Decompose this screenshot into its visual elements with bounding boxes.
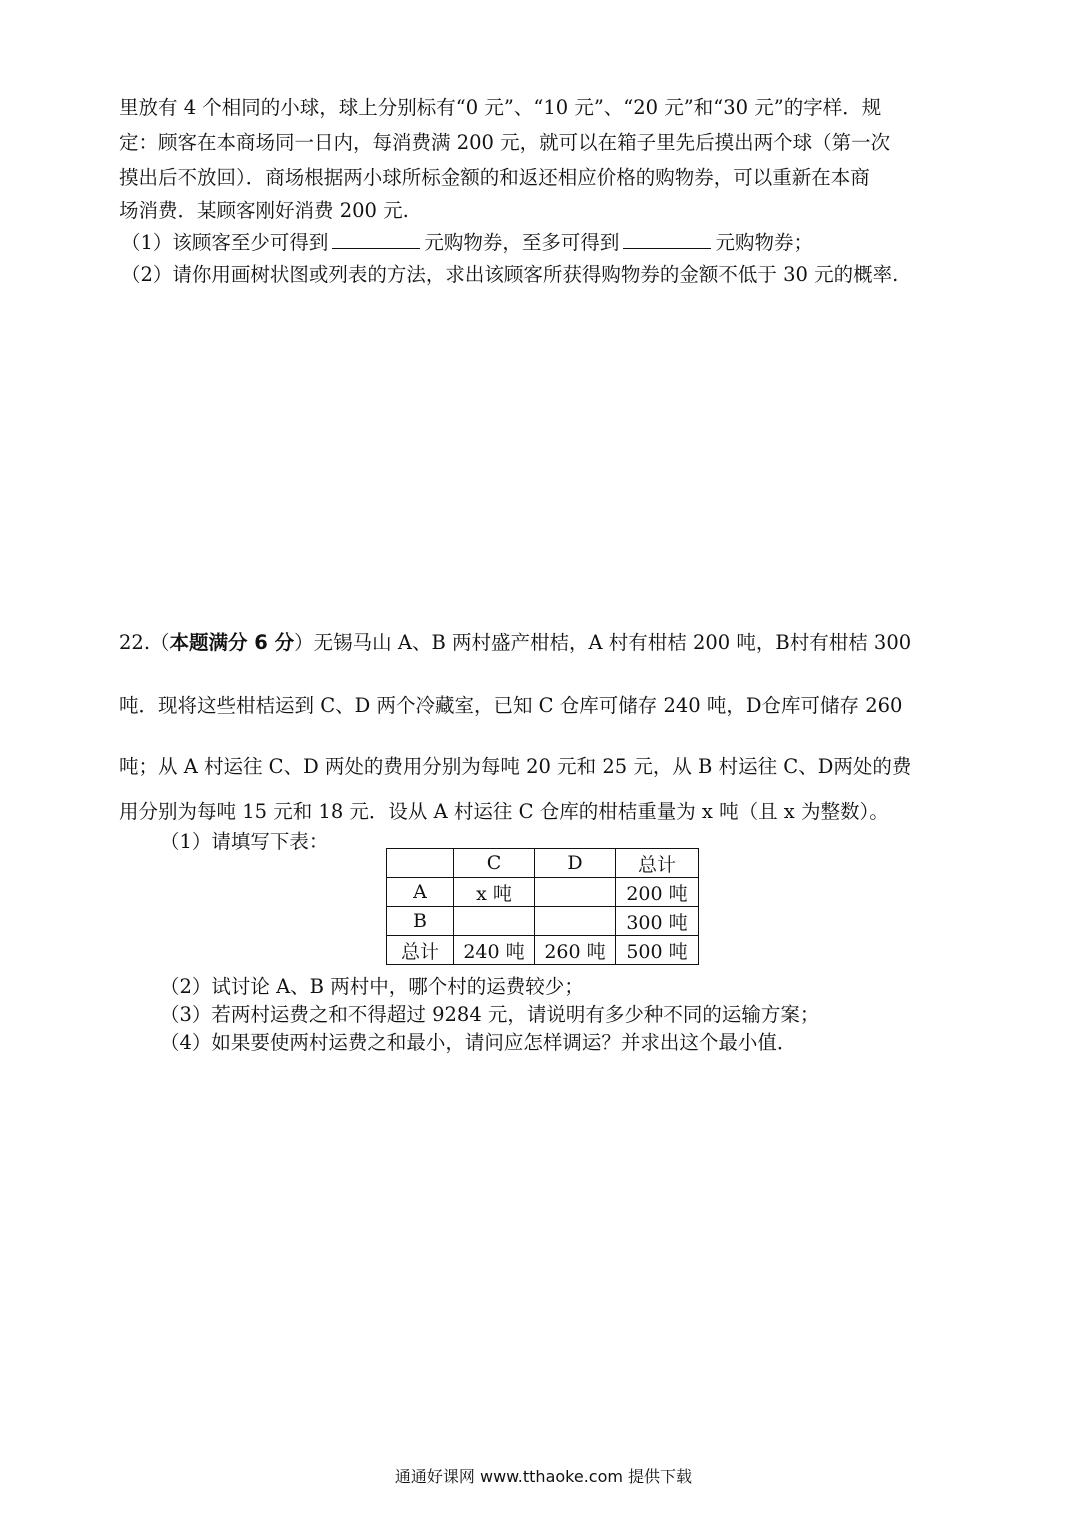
p21-line-4: 场消费．某顾客刚好消费 200 元. <box>119 199 409 222</box>
p21-line-3: 摸出后不放回）．商场根据两小球所标金额的和返还相应价格的购物券，可以重新在本商 <box>119 166 870 189</box>
p22-line-4: 用分别为每吨 15 元和 18 元．设从 A 村运往 C 仓库的柑桔重量为 x 吨（且 x 为整数）。 <box>119 800 889 823</box>
table-cell: 总计 <box>616 849 699 878</box>
p22-line-1-rest: ）无锡马山 A、B 两村盛产柑桔，A 村有柑桔 200 吨，B村有柑桔 300 <box>294 631 912 654</box>
p21-q1-text-a: （1）该顾客至少可得到 <box>121 231 329 254</box>
table-cell: 240 吨 <box>454 936 535 965</box>
table-cell <box>387 849 454 878</box>
p21-question-1 <box>121 227 813 255</box>
p21-question-2: （2）请你用画树状图或列表的方法，求出该顾客所获得购物券的金额不低于 30 元的概率. <box>121 263 899 286</box>
table-cell: C <box>454 849 535 878</box>
transport-table <box>386 848 699 965</box>
p22-question-3: （3）若两村运费之和不得超过 9284 元，请说明有多少种不同的运输方案； <box>160 1003 820 1026</box>
table-cell: 200 吨 <box>616 878 699 907</box>
table-cell: 260 吨 <box>535 936 616 965</box>
p22-question-2: （2）试讨论 A、B 两村中，哪个村的运费较少； <box>160 975 584 998</box>
table-row <box>387 936 699 965</box>
p22-score: 本题满分 6 分 <box>169 631 295 654</box>
p21-q1-text-c: 元购物券； <box>715 231 813 254</box>
p22-question-4: （4）如果要使两村运费之和最小，请问应怎样调运？并求出这个最小值． <box>160 1031 797 1054</box>
p22-line-2: 吨．现将这些柑桔运到 C、D 两个冷藏室，已知 C 仓库可储存 240 吨，D仓库可储存 260 <box>119 694 903 717</box>
p21-line-2: 定：顾客在本商场同一日内，每消费满 200 元，就可以在箱子里先后摸出两个球（第一次 <box>119 131 891 154</box>
p21-q1-text-b: 元购物券，至多可得到 <box>424 231 620 254</box>
answer-blank-max[interactable] <box>623 232 711 249</box>
p22-line-1 <box>119 627 911 655</box>
answer-blank-min[interactable] <box>332 232 420 249</box>
p22-question-1: （1）请填写下表： <box>160 830 329 853</box>
table-cell: 总计 <box>387 936 454 965</box>
table-row <box>387 907 699 936</box>
table-cell-blank[interactable] <box>535 907 616 936</box>
p21-line-1: 里放有 4 个相同的小球，球上分别标有“0 元”、“10 元”、“20 元”和“30 元”的字样．规 <box>119 96 882 119</box>
p22-line-3: 吨；从 A 村运往 C、D 两处的费用分别为每吨 20 元和 25 元，从 B 村运往 C、D两处的费 <box>119 755 912 778</box>
table-cell-blank[interactable] <box>535 878 616 907</box>
page-footer: 通通好课网 www.tthaoke.com 提供下载 <box>394 1467 693 1486</box>
table-cell: 300 吨 <box>616 907 699 936</box>
table-cell-blank[interactable] <box>454 907 535 936</box>
table-cell: 500 吨 <box>616 936 699 965</box>
table-row <box>387 878 699 907</box>
p22-number: 22.（ <box>119 631 170 654</box>
table-cell: D <box>535 849 616 878</box>
table-cell: B <box>387 907 454 936</box>
table-cell: x 吨 <box>454 878 535 907</box>
table-header-row <box>387 849 699 878</box>
table-cell: A <box>387 878 454 907</box>
